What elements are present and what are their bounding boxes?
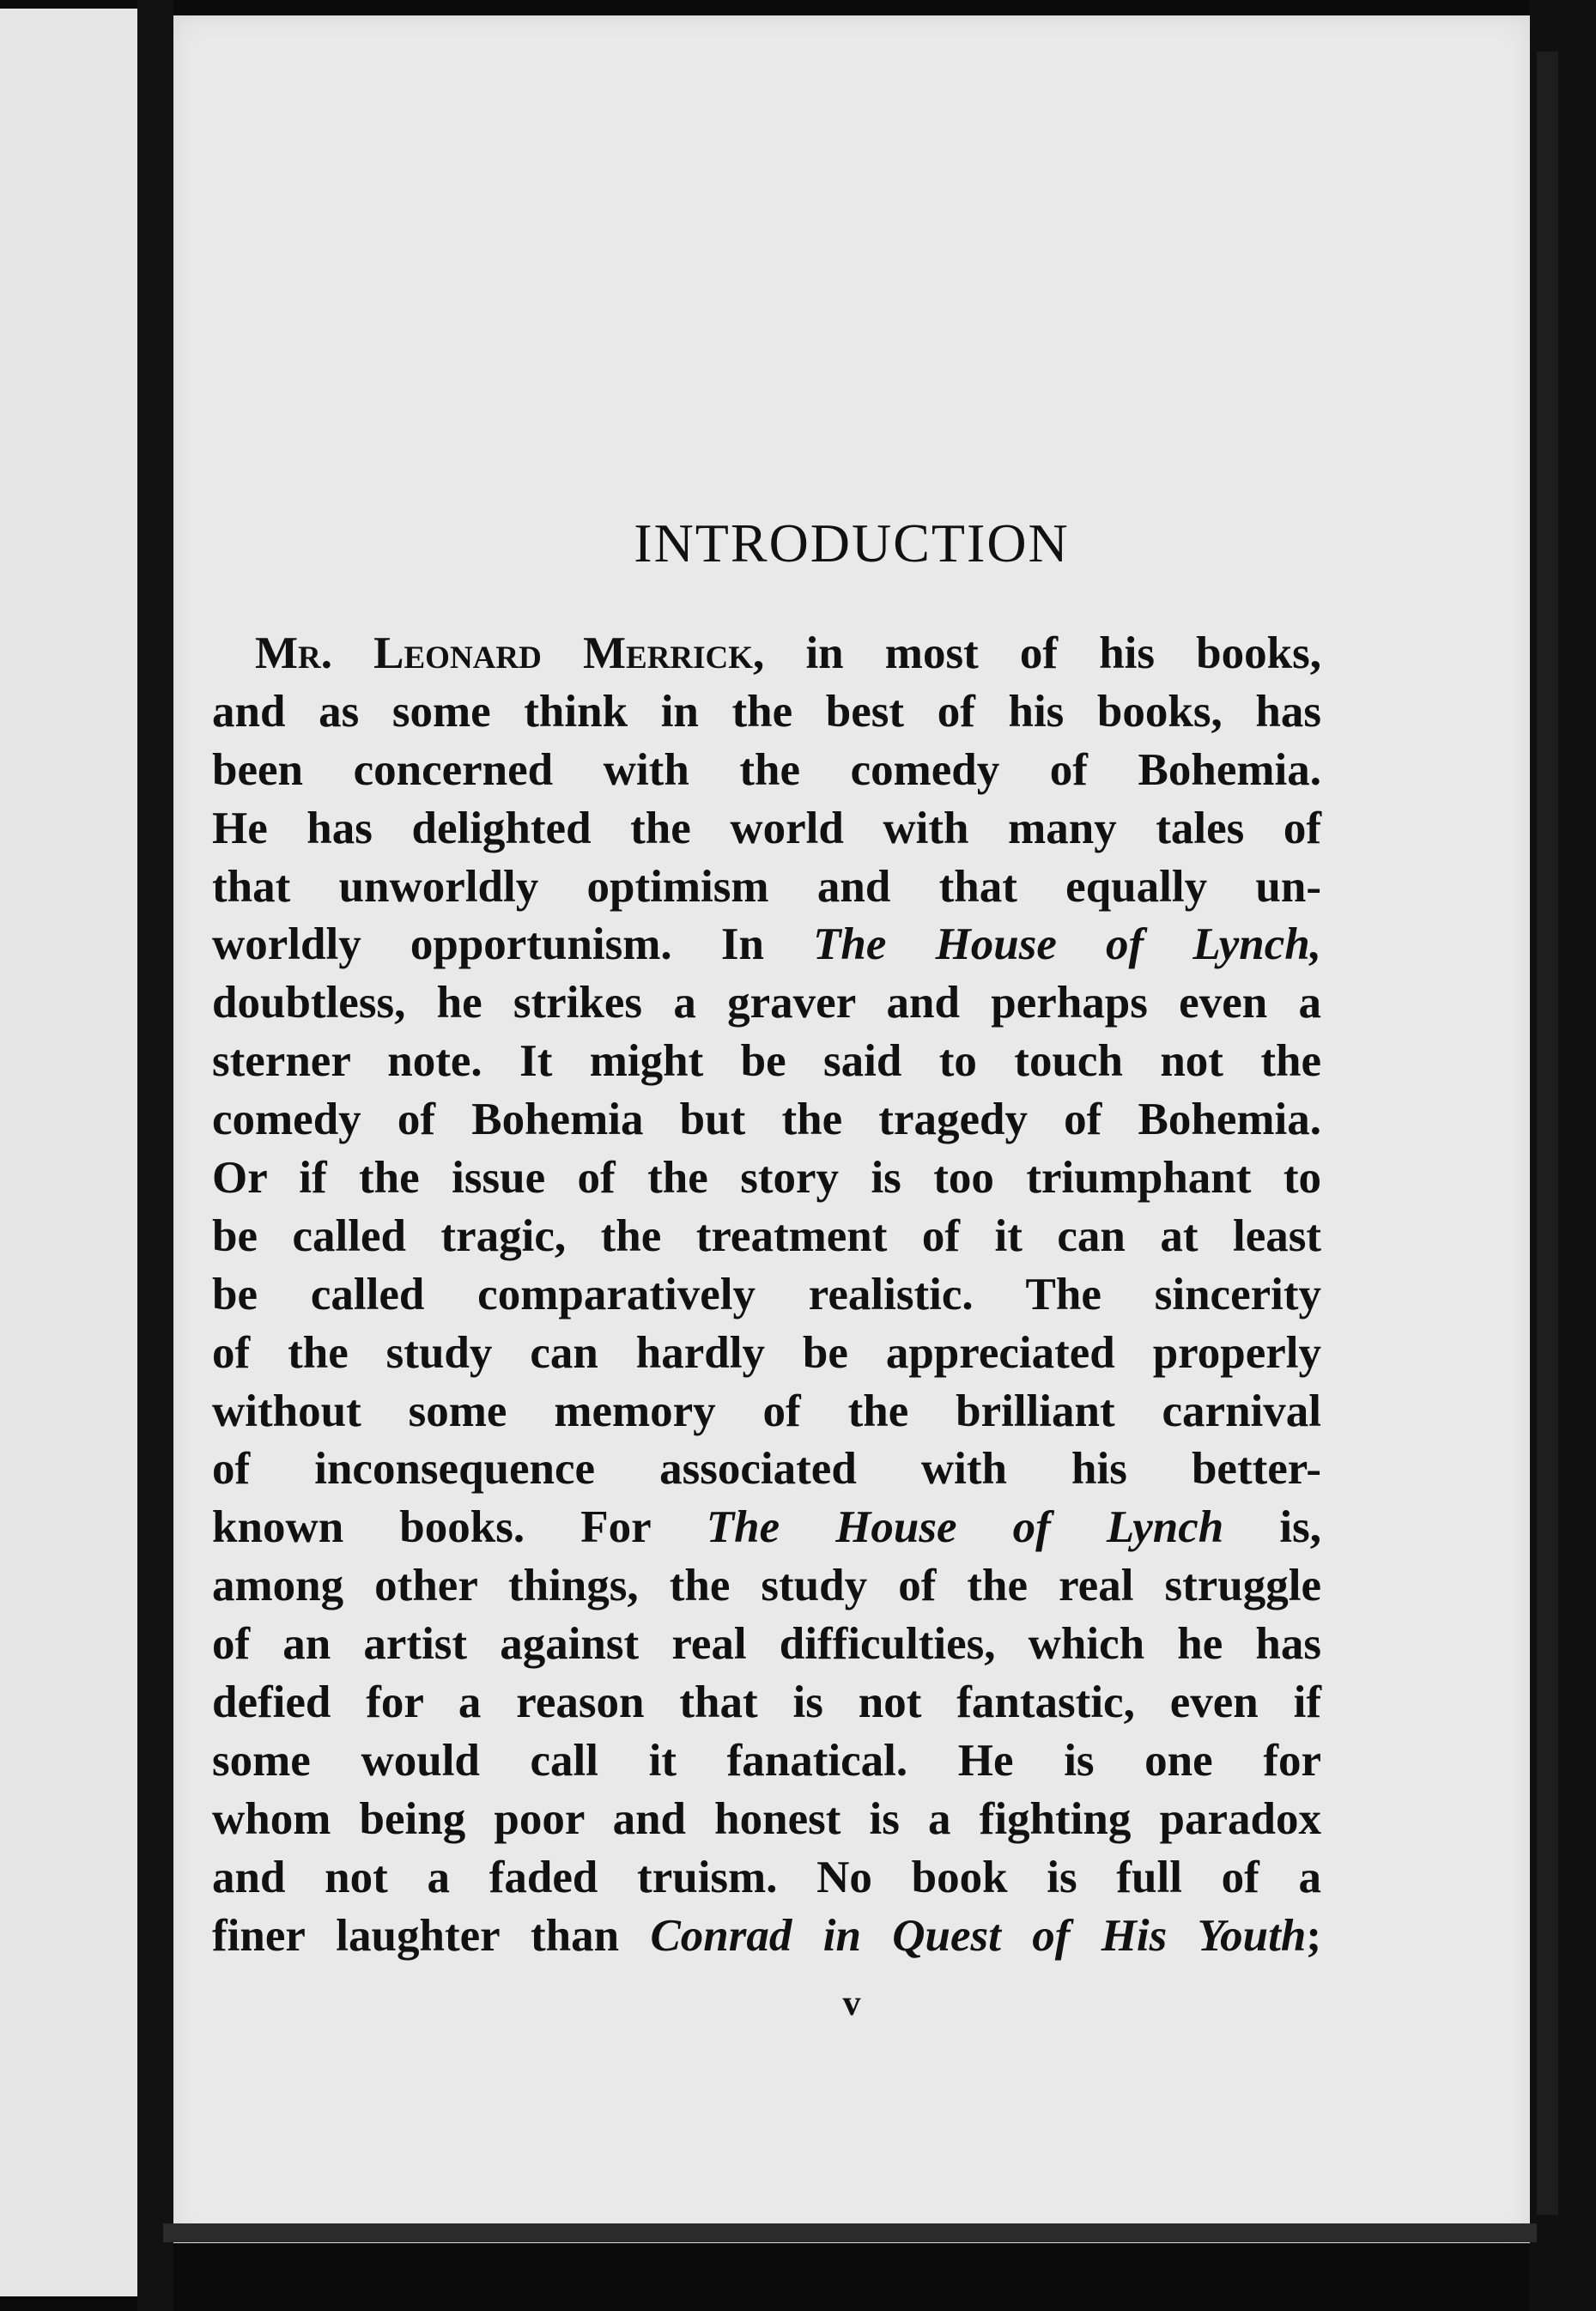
text-line [212,625,1321,683]
text-run: whom being poor and honest is a fighting paradox [212,1793,1321,1844]
text-line [212,1266,1321,1325]
book-title-italic: The House of Lynch [706,1502,1224,1553]
text-run: of inconsequence associated with his better- [212,1444,1321,1495]
text-run: He has delighted the world with many tales of [212,803,1321,853]
text-run: of the study can hardly be appreciated properly [212,1327,1321,1378]
text-run: some would call it fanatical. He is one for [212,1735,1321,1786]
book-title-italic: Conrad in Quest of His Youth [650,1910,1307,1961]
text-run: ; [1306,1910,1321,1961]
text-line [212,974,1321,1033]
text-line [212,1208,1321,1266]
book-title-italic: The House of Lynch, [813,919,1321,970]
text-line [212,742,1321,800]
page-number: v [842,1984,861,2023]
scan-border-strip [1537,52,1558,2215]
text-run: doubtless, he strikes a graver and perhaps even a [212,978,1321,1028]
text-line [212,1674,1321,1732]
text-line [212,916,1321,974]
text-line [212,1908,1321,1966]
text-line [212,1033,1321,1091]
text-run: be called tragic, the treatment of it can at least [212,1210,1321,1261]
page-bottom-edge [163,2223,1537,2242]
body-text [212,625,1321,1965]
book-gutter [137,0,173,2311]
text-run: and as some think in the best of his books, has [212,686,1321,737]
text-line [212,1557,1321,1616]
text-line [212,1849,1321,1908]
text-run: Or if the issue of the story is too triumphant to [212,1153,1321,1204]
chapter-heading: INTRODUCTION [634,513,1070,573]
text-run: been concerned with the comedy of Bohemia. [212,744,1321,795]
text-line [212,1732,1321,1791]
text-run: among other things, the study of the real struggle [212,1561,1321,1611]
text-run: in most of his books, [764,628,1321,678]
text-run: known books. For [212,1502,707,1553]
text-run: sterner note. It might be said to touch not the [212,1036,1321,1087]
text-line [212,858,1321,917]
text-run: and not a faded truism. No book is full of a [212,1852,1321,1902]
text-line [212,1091,1321,1149]
book-page [173,15,1530,2243]
text-run: finer laughter than [212,1910,651,1961]
text-line [212,1325,1321,1383]
facing-page-edge [0,9,140,2296]
text-run: be called comparatively realistic. The sincerity [212,1269,1321,1319]
author-name-smallcaps: Mr. Leonard Merrick, [255,628,765,678]
text-line [212,1441,1321,1499]
text-run: worldly opportunism. In [212,919,814,970]
text-line [212,1499,1321,1557]
text-run: comedy of Bohemia but the tragedy of Bohemia. [212,1095,1321,1145]
text-line [212,800,1321,858]
text-line [212,1616,1321,1674]
text-run: without some memory of the brilliant carnival [212,1386,1321,1436]
text-line [212,1383,1321,1441]
text-line [212,683,1321,742]
text-line [212,1149,1321,1208]
text-run: defied for a reason that is not fantastic, even if [212,1677,1321,1728]
text-run: is, [1223,1502,1321,1553]
text-run: of an artist against real difficulties, which he has [212,1619,1321,1670]
text-run: that unworldly optimism and that equally un- [212,861,1321,912]
text-line [212,1791,1321,1849]
